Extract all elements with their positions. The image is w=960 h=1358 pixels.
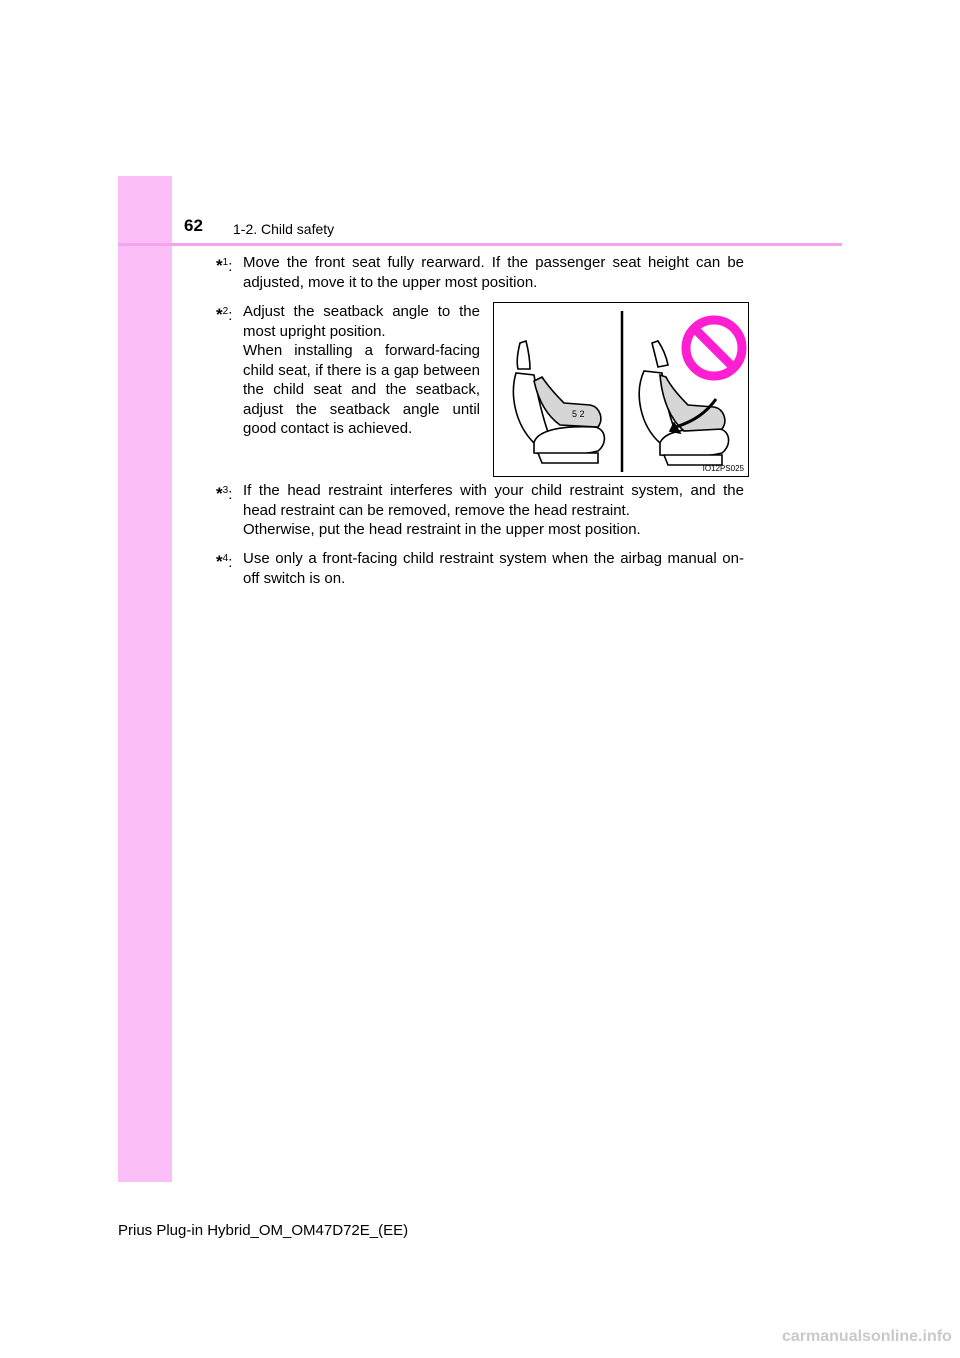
footnote-marker: *$^2$:	[216, 305, 233, 324]
footnote-text: If the head restraint interferes with your child restraint system, and the head restraint can be removed, remove the head restraint.	[243, 482, 744, 519]
footnote-1	[216, 253, 744, 292]
seatback-figure	[493, 302, 749, 477]
footnote-4	[216, 549, 744, 588]
figure-code: IO12PS025	[702, 464, 744, 473]
footnote-marker: *$^4$:	[216, 552, 233, 571]
svg-text:5 2: 5 2	[572, 409, 585, 419]
document-id: Prius Plug-in Hybrid_OM_OM47D72E_(EE)	[118, 1222, 409, 1239]
footnote-marker: *$^1$:	[216, 256, 233, 275]
seat-upright-icon	[513, 341, 604, 463]
header-rule	[118, 243, 842, 246]
watermark: carmanualsonline.info	[782, 1328, 952, 1345]
footnote-2	[216, 302, 480, 439]
footnote-text: When installing a forward-facing child seat, if there is a gap between the child seat and the seatback, adjust the seatback angle until good contact is achieved.	[243, 342, 480, 437]
prohibition-icon	[686, 320, 742, 376]
section-title: 1-2. Child safety	[233, 221, 335, 237]
footnote-text: Otherwise, put the head restraint in the upper most position.	[243, 521, 641, 538]
page-number: 62	[184, 216, 203, 235]
seat-illustration	[494, 303, 750, 478]
footnote-text: Use only a front-facing child restraint system when the airbag manual on-off switch is on.	[243, 550, 744, 587]
sidebar-tab	[118, 176, 172, 1182]
footnote-marker: *$^3$:	[216, 484, 233, 503]
footnote-text: Move the front seat fully rearward. If the passenger seat height can be adjusted, move it to the upper most position.	[243, 254, 744, 291]
footnote-3	[216, 481, 744, 540]
footnote-text: Adjust the seatback angle to the most upright position.	[243, 303, 480, 340]
